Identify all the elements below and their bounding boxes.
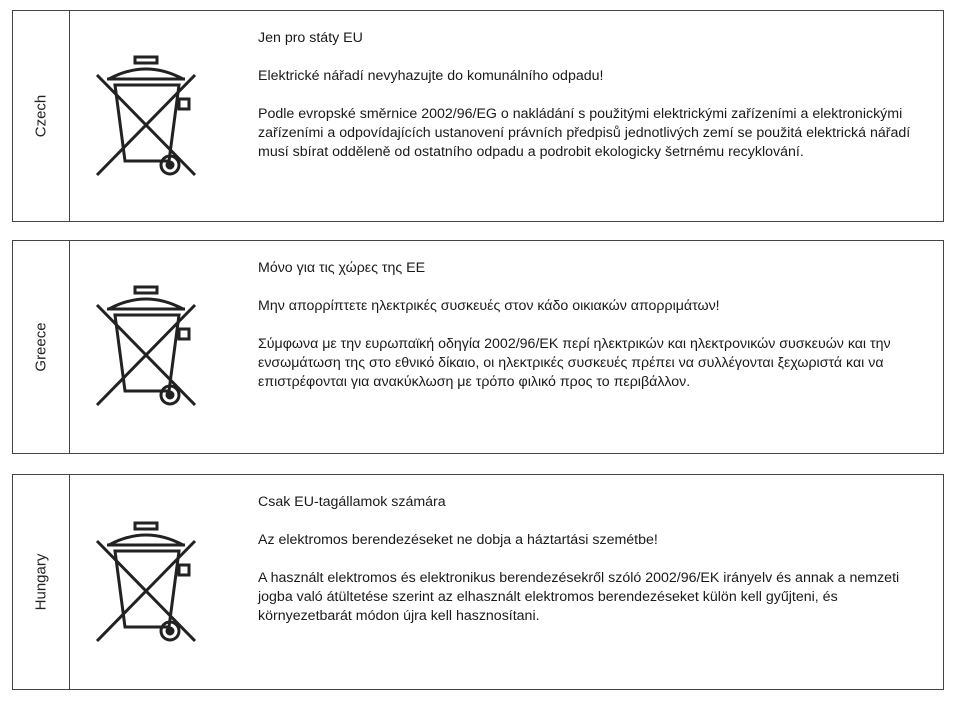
panel-text	[258, 259, 931, 392]
country-label-column	[13, 11, 70, 221]
panel-body: Podle evropské směrnice 2002/96/EG o nakládání s použitými elektrickými zařízeními a elektronickými zařízeními a odpovídajících ustanovení právních předpisů jednotlivých zemí se použitá elektrická nářadí musí sbírat odděleně od ostatního odpadu a podrobit ekologicky šetrnému recyklování.	[258, 106, 911, 160]
panel-title: Csak EU-tagállamok számára	[258, 494, 446, 510]
panel-warning: Elektrické nářadí nevyhazujte do komunálního odpadu!	[258, 68, 604, 84]
panel-greece	[12, 240, 944, 454]
crossed-out-wheelie-bin-icon	[91, 49, 201, 179]
country-label-column	[13, 241, 70, 453]
panel-warning: Μην απορρίπτετε ηλεκτρικές συσκευές στον κάδο οικιακών απορριμάτων!	[258, 298, 720, 314]
panel-warning: Az elektromos berendezéseket ne dobja a háztartási szemétbe!	[258, 532, 658, 548]
country-label: Hungary	[32, 553, 50, 611]
panel-body: A használt elektromos és elektronikus berendezésekről szóló 2002/96/EK irányelv és annak a nemzeti jogba való átültetése szerint az elhasznált elektromos berendezéseket külön kell gyűjteni, és környezetbarát módon újra kell hasznosítani.	[258, 570, 900, 624]
panel-hungary	[12, 474, 944, 690]
crossed-out-wheelie-bin-icon	[91, 279, 201, 409]
panel-title: Μόνο για τις χώρες της ΕΕ	[258, 260, 426, 276]
country-label-column	[13, 475, 70, 689]
country-label: Greece	[32, 322, 50, 372]
crossed-out-wheelie-bin-icon	[91, 515, 201, 645]
panel-title: Jen pro státy EU	[258, 30, 363, 46]
panel-body: Σύμφωνα με την ευρωπαϊκή οδηγία 2002/96/ΕΚ περί ηλεκτρικών και ηλεκτρονικών συσκευών και την ενσωμάτωση της στο εθνικό δίκαιο, οι ηλεκτρικές συσκευές πρέπει να συλλέγονται ξεχωριστά και να επιστρέφονται για ανακύκλωση με τρόπο φιλικό προς το περιβάλλον.	[258, 336, 891, 390]
panel-czech	[12, 10, 944, 222]
country-label: Czech	[32, 94, 50, 138]
panel-text	[258, 29, 931, 162]
panel-text	[258, 493, 931, 626]
